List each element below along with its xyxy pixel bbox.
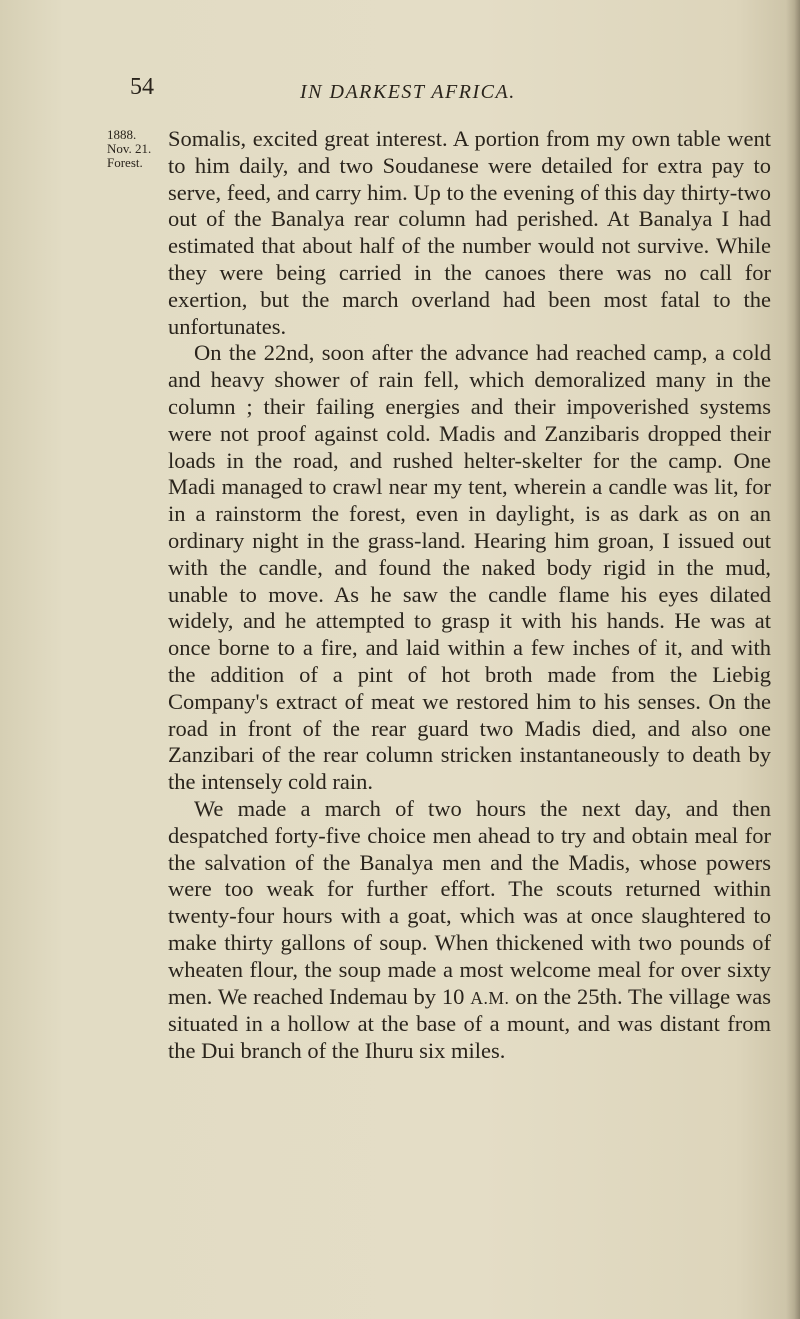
margin-date: Nov. 21.	[107, 141, 152, 156]
paragraph-1: Somalis, excited great interest. A portion from my own table went to him daily, and two Soudanese were detailed for extra pay to serve, feed, and carry him. Up to the evening of this day thirty-two out of the Banalya rear column had perished. At Banalya I had estimated that about half of the number would not survive. While they were being carried in the canoes there was no call for exertion, but the march overland had been most fatal to the unfortunates.	[168, 126, 771, 339]
page-number: 54	[130, 74, 154, 100]
body-text	[168, 126, 771, 1065]
paragraph-3-text-b: on the 25th. The village was situated in a hollow at the base of a mount, and was distant from the Dui branch of the Ihuru six miles.	[168, 983, 772, 1064]
running-title: IN DARKEST AFRICA.	[300, 81, 516, 103]
paragraph-2: On the 22nd, soon after the advance had reached camp, a cold and heavy shower of rain fell, which demoralized many in the column ; their failing energies and their impoverished systems were not proof against cold. Madis and Zanzibaris dropped their loads in the road, and rushed helter-skelter for the camp. One Madi managed to crawl near my tent, wherein a candle was lit, for in a rainstorm the forest, even in daylight, is as dark as on an ordinary night in the grass-land. Hearing him groan, I issued out with the candle, and found the naked body rigid in the mud, unable to move. As he saw the candle flame his eyes dilated widely, and he attempted to grasp it with his hands. He was at once borne to a fire, and laid within a few inches of it, and with the addition of a pint of hot broth made from the Liebig Company's extract of meat we restored him to his senses. On the road in front of the rear guard two Madis died, and also one Zanzibari of the rear column stricken instantaneously to death by the intensely cold rain.	[168, 340, 771, 795]
time-abbreviation: A.M.	[470, 987, 510, 1008]
page-edge-shadow	[786, 0, 800, 1319]
paragraph-3-text-a: We made a march of two hours the next day, and then despatched forty-five choice men ahead to try and obtain meal for the salvation of the Banalya men and the Madis, whose powers were too weak for further effort. The scouts returned within twenty-four hours with a goat, which was at once slaughtered to make thirty gallons of soup. When thickened with two pounds of wheaten flour, the soup made a most welcome meal for over sixty men. We reached Indemau by 10	[168, 795, 771, 1009]
paragraph-3	[168, 796, 771, 1065]
margin-year: 1888.	[107, 127, 137, 142]
margin-note	[107, 128, 151, 170]
margin-place: Forest.	[107, 155, 143, 170]
